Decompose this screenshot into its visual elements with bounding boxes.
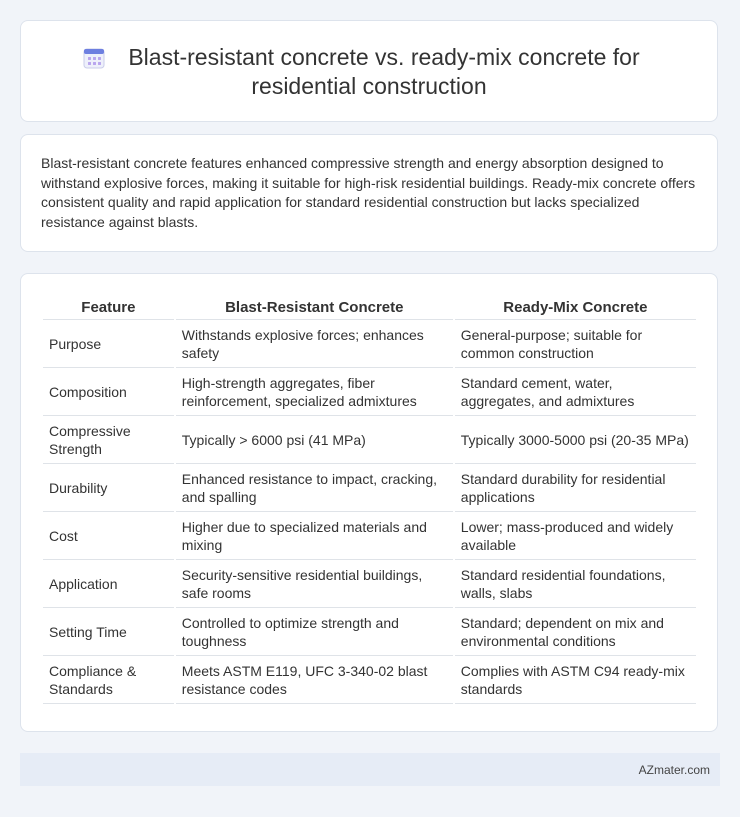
row-feature: Composition [43, 368, 174, 416]
table-row [43, 512, 696, 560]
summary-text: Blast-resistant concrete features enhanced compressive strength and energy absorption designed to withstand explosive forces, making it suitable for high-risk residential buildings. Ready-mix concrete offers consistent quality and rapid application for standard residential construction but lacks specialized resistance against blasts. [41, 155, 696, 230]
table-row [43, 656, 696, 704]
row-readymix-value: Standard; dependent on mix and environmental conditions [455, 608, 696, 656]
table-row [43, 320, 696, 368]
row-feature: Purpose [43, 320, 174, 368]
footer [20, 753, 720, 786]
row-readymix-value: Standard residential foundations, walls, slabs [455, 560, 696, 608]
row-readymix-value: General-purpose; suitable for common construction [455, 320, 696, 368]
header-feature: Feature [43, 294, 174, 320]
summary-card [20, 134, 718, 252]
row-blast-value: High-strength aggregates, fiber reinforcement, specialized admixtures [176, 368, 453, 416]
comparison-table [41, 294, 698, 704]
row-blast-value: Enhanced resistance to impact, cracking, and spalling [176, 464, 453, 512]
row-blast-value: Controlled to optimize strength and toughness [176, 608, 453, 656]
row-readymix-value: Standard cement, water, aggregates, and admixtures [455, 368, 696, 416]
row-feature: Application [43, 560, 174, 608]
page-title [21, 43, 717, 101]
row-feature: Compressive Strength [43, 416, 174, 464]
footer-site-link[interactable]: AZmater.com [638, 763, 710, 777]
row-readymix-value: Typically 3000-5000 psi (20-35 MPa) [455, 416, 696, 464]
title-card [20, 20, 718, 122]
comparison-card [20, 273, 718, 732]
row-blast-value: Meets ASTM E119, UFC 3-340-02 blast resistance codes [176, 656, 453, 704]
row-blast-value: Typically > 6000 psi (41 MPa) [176, 416, 453, 464]
row-readymix-value: Complies with ASTM C94 ready-mix standards [455, 656, 696, 704]
row-feature: Cost [43, 512, 174, 560]
row-readymix-value: Standard durability for residential applications [455, 464, 696, 512]
table-row [43, 608, 696, 656]
row-blast-value: Higher due to specialized materials and mixing [176, 512, 453, 560]
row-readymix-value: Lower; mass-produced and widely available [455, 512, 696, 560]
header-blast-resistant: Blast-Resistant Concrete [176, 294, 453, 320]
row-feature: Compliance & Standards [43, 656, 174, 704]
row-blast-value: Security-sensitive residential buildings, safe rooms [176, 560, 453, 608]
table-row [43, 560, 696, 608]
page-title-line-1: Blast-resistant concrete vs. ready-mix concrete for [128, 44, 640, 70]
row-feature: Durability [43, 464, 174, 512]
row-blast-value: Withstands explosive forces; enhances safety [176, 320, 453, 368]
row-feature: Setting Time [43, 608, 174, 656]
table-row [43, 368, 696, 416]
table-header-row [43, 294, 696, 320]
table-row [43, 464, 696, 512]
page-title-line-2: residential construction [251, 73, 487, 99]
table-row [43, 416, 696, 464]
header-ready-mix: Ready-Mix Concrete [455, 294, 696, 320]
